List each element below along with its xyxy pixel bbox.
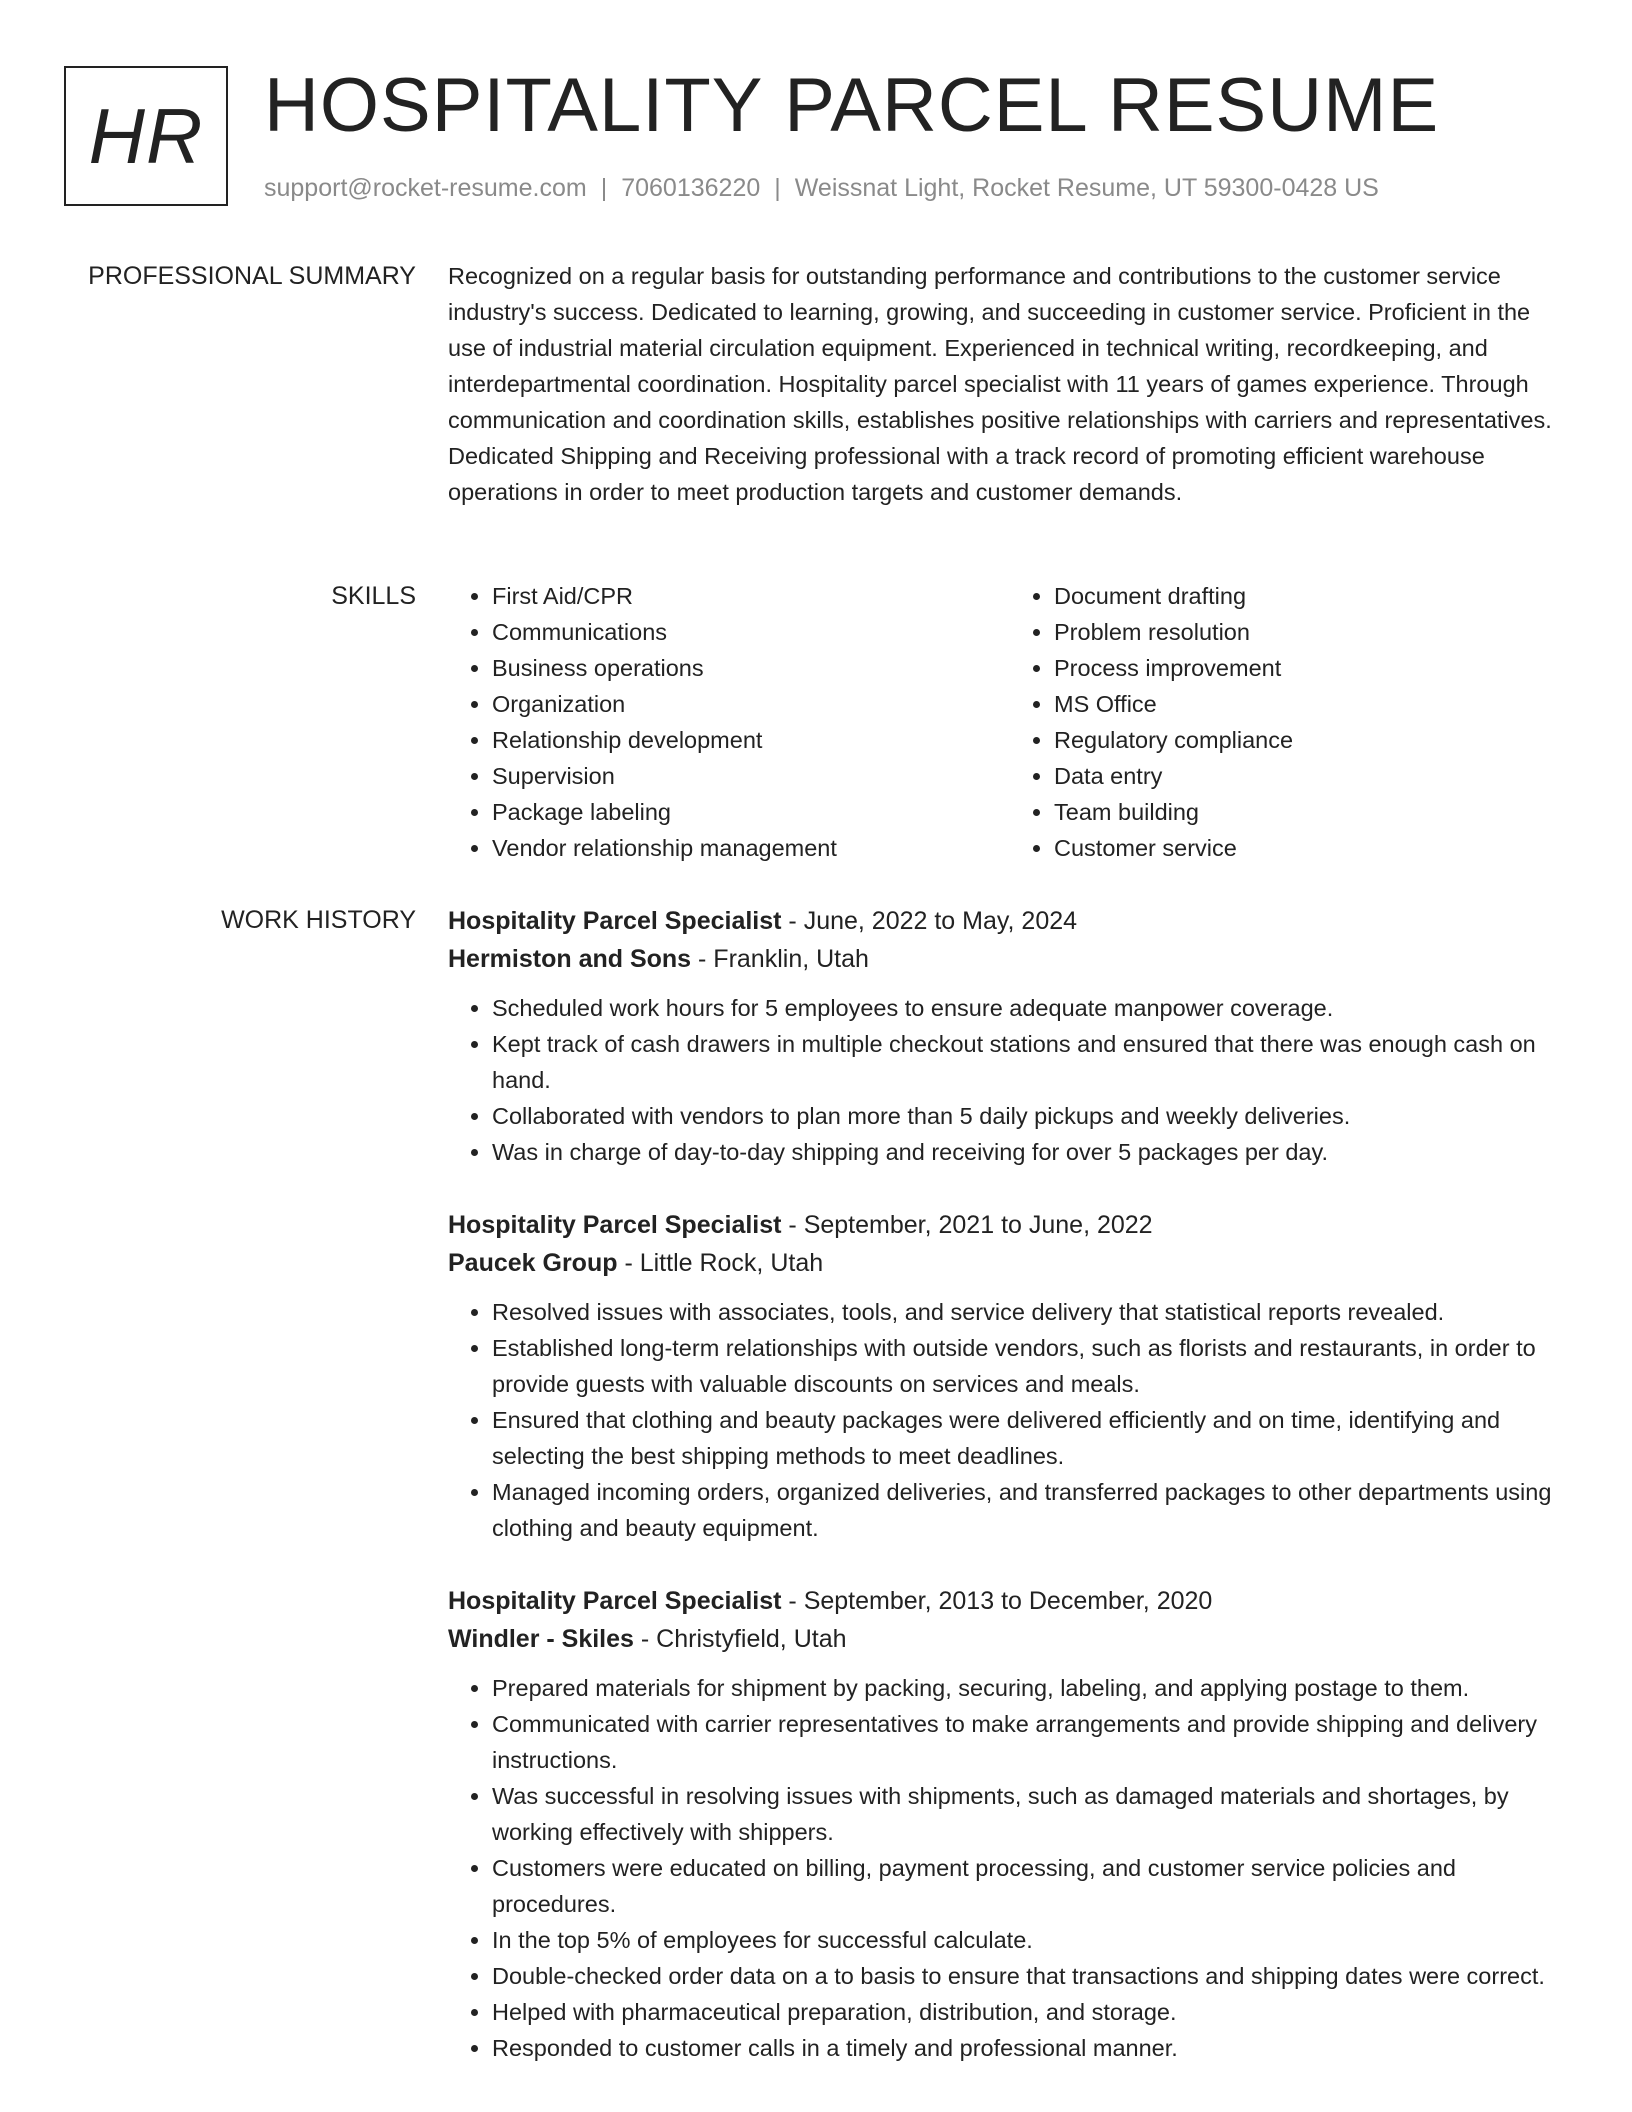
job-bullet: • Managed incoming orders, organized deliveries, and transferred packages to other departments using clothing and beauty equipment. xyxy=(492,1474,1572,1546)
job-role: Hospitality Parcel Specialist xyxy=(448,1587,782,1615)
skill-item: • Supervision xyxy=(492,758,1010,794)
summary-text: Recognized on a regular basis for outstanding performance and contributions to the customer service industry's success. Dedicated to learning, growing, and succeeding in customer service. Proficient in the use of industrial material circulation equipment. Experienced in technical writing, recordkeeping, and interdepartmental coordination. Hospitality parcel specialist with 11 years of games experience. Through communication and coordination skills, establishes positive relationships with carriers and representatives. Dedicated Shipping and Receiving professional with a track record of promoting efficient warehouse operations in order to meet production targets and customer demands. xyxy=(448,263,1552,505)
job-company: Windler - Skiles xyxy=(448,1625,634,1653)
job-bullets xyxy=(448,1294,1572,1546)
job-entry xyxy=(448,1582,1572,2066)
skill-item: • Problem resolution xyxy=(1054,614,1572,650)
job-bullet: • Helped with pharmaceutical preparation, distribution, and storage. xyxy=(492,1994,1572,2030)
skill-item: • Regulatory compliance xyxy=(1054,722,1572,758)
contact-phone[interactable]: 7060136220 xyxy=(621,174,761,202)
page-title: HOSPITALITY PARCEL RESUME xyxy=(264,63,1440,148)
skill-item: • Business operations xyxy=(492,650,1010,686)
job-bullet: • Was in charge of day-to-day shipping and receiving for over 5 packages per day. xyxy=(492,1134,1572,1170)
job-bullet: • Scheduled work hours for 5 employees to ensure adequate manpower coverage. xyxy=(492,990,1572,1026)
section-title-summary: PROFESSIONAL SUMMARY xyxy=(88,262,416,290)
job-dates: - September, 2013 to December, 2020 xyxy=(781,1587,1213,1615)
summary-body xyxy=(448,258,1572,510)
job-entry xyxy=(448,1206,1572,1546)
job-role: Hospitality Parcel Specialist xyxy=(448,1211,782,1239)
job-company: Paucek Group xyxy=(448,1249,618,1277)
job-dates: - September, 2021 to June, 2022 xyxy=(781,1211,1153,1239)
job-bullet: • Responded to customer calls in a timely and professional manner. xyxy=(492,2030,1572,2066)
skill-item: • Vendor relationship management xyxy=(492,830,1010,866)
job-bullets xyxy=(448,1670,1572,2066)
section-title-skills: SKILLS xyxy=(331,582,416,610)
skill-item: • Communications xyxy=(492,614,1010,650)
contact-address: Weissnat Light, Rocket Resume, UT 59300-0428 US xyxy=(794,174,1379,202)
job-role: Hospitality Parcel Specialist xyxy=(448,907,782,935)
monogram-logo: HR xyxy=(64,66,228,206)
skill-item: • First Aid/CPR xyxy=(492,578,1010,614)
job-bullet: • Established long-term relationships with outside vendors, such as florists and restaurants, in order to provide guests with valuable discounts on services and meals. xyxy=(492,1330,1572,1402)
job-location: - Little Rock, Utah xyxy=(617,1249,824,1277)
job-bullet: • In the top 5% of employees for successful calculate. xyxy=(492,1922,1572,1958)
skills-grid xyxy=(448,578,1572,866)
job-location: - Christyfield, Utah xyxy=(633,1625,847,1653)
skills-column-left xyxy=(448,578,1010,866)
job-bullet: • Collaborated with vendors to plan more than 5 daily pickups and weekly deliveries. xyxy=(492,1098,1572,1134)
contact-line xyxy=(264,174,1379,203)
job-bullet: • Resolved issues with associates, tools, and service delivery that statistical reports revealed. xyxy=(492,1294,1572,1330)
job-bullet: • Kept track of cash drawers in multiple checkout stations and ensured that there was enough cash on hand. xyxy=(492,1026,1572,1098)
skill-item: • MS Office xyxy=(1054,686,1572,722)
job-bullet: • Communicated with carrier representatives to make arrangements and provide shipping and delivery instructions. xyxy=(492,1706,1572,1778)
skill-item: • Customer service xyxy=(1054,830,1572,866)
job-company: Hermiston and Sons xyxy=(448,945,692,973)
skill-item: • Organization xyxy=(492,686,1010,722)
skill-item: • Document drafting xyxy=(1054,578,1572,614)
contact-separator: | xyxy=(600,174,608,202)
contact-email[interactable]: support@rocket-resume.com xyxy=(264,174,587,202)
skill-item: • Team building xyxy=(1054,794,1572,830)
skill-item: • Package labeling xyxy=(492,794,1010,830)
work-history-body xyxy=(448,902,1572,2102)
skill-item: • Relationship development xyxy=(492,722,1010,758)
job-title-line xyxy=(448,902,1572,940)
job-entry xyxy=(448,902,1572,1170)
job-title-line xyxy=(448,1582,1572,1620)
job-title-line xyxy=(448,1206,1572,1244)
job-location: - Franklin, Utah xyxy=(691,945,869,973)
skill-item: • Process improvement xyxy=(1054,650,1572,686)
job-dates: - June, 2022 to May, 2024 xyxy=(781,907,1078,935)
job-bullet: • Customers were educated on billing, payment processing, and customer service policies and procedures. xyxy=(492,1850,1572,1922)
section-title-work: WORK HISTORY xyxy=(221,906,416,934)
job-company-line xyxy=(448,1244,1572,1282)
skills-column-right xyxy=(1010,578,1572,866)
job-bullets xyxy=(448,990,1572,1170)
resume-header xyxy=(64,64,1568,214)
job-company-line xyxy=(448,1620,1572,1658)
job-bullet: • Prepared materials for shipment by packing, securing, labeling, and applying postage to them. xyxy=(492,1670,1572,1706)
job-bullet: • Double-checked order data on a to basis to ensure that transactions and shipping dates were correct. xyxy=(492,1958,1572,1994)
contact-separator: | xyxy=(774,174,781,202)
job-bullet: • Ensured that clothing and beauty packages were delivered efficiently and on time, identifying and selecting the best shipping methods to meet deadlines. xyxy=(492,1402,1572,1474)
skill-item: • Data entry xyxy=(1054,758,1572,794)
job-company-line xyxy=(448,940,1572,978)
job-bullet: • Was successful in resolving issues with shipments, such as damaged materials and shortages, by working effectively with shippers. xyxy=(492,1778,1572,1850)
